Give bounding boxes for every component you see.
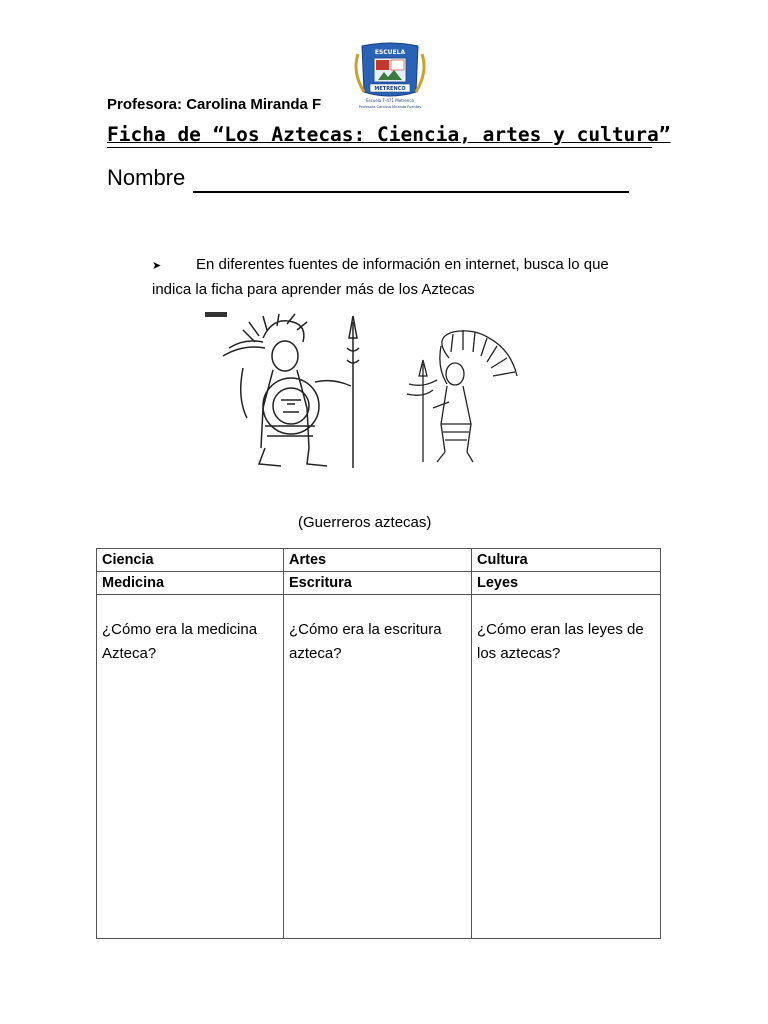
svg-text:ESCUELA: ESCUELA xyxy=(374,49,406,56)
instructions-text: En diferentes fuentes de información en internet, busca lo que indica la ficha para aprender más de los Aztecas xyxy=(152,256,609,298)
answer-cell-medicina[interactable] xyxy=(97,595,284,939)
svg-text:Escuela F-471 Metrenco: Escuela F-471 Metrenco xyxy=(366,98,414,103)
title-double-underline xyxy=(107,147,652,148)
school-logo xyxy=(340,42,440,112)
name-label: Nombre xyxy=(107,165,186,190)
column-header-cultura: Cultura xyxy=(472,549,661,572)
svg-text:METRENCO: METRENCO xyxy=(374,86,406,92)
subheader-escritura: Escritura xyxy=(284,572,472,595)
instructions xyxy=(152,253,642,302)
question-medicina: ¿Cómo era la medicina Azteca? xyxy=(102,621,258,662)
question-escritura: ¿Cómo era la escritura azteca? xyxy=(289,621,442,662)
arrow-bullet-icon: ➤ xyxy=(152,260,162,272)
answer-cell-leyes[interactable] xyxy=(472,595,661,939)
column-header-ciencia: Ciencia xyxy=(97,549,284,572)
table-header-row xyxy=(97,549,661,572)
research-table xyxy=(96,548,661,939)
question-leyes: ¿Cómo eran las leyes de los aztecas? xyxy=(477,621,644,662)
table-subheader-row xyxy=(97,572,661,595)
aztec-warrior-image-1 xyxy=(203,308,375,474)
svg-text:Profesora Carolina Miranda Fue: Profesora Carolina Miranda Fuentes xyxy=(358,105,422,109)
teacher-name: Profesora: Carolina Miranda F xyxy=(107,96,322,113)
column-header-artes: Artes xyxy=(284,549,472,572)
aztec-warrior-image-2 xyxy=(393,328,525,466)
name-field[interactable] xyxy=(193,191,629,193)
table-question-row xyxy=(97,595,661,939)
images-caption: (Guerreros aztecas) xyxy=(298,514,432,531)
worksheet-title: Ficha de “Los Aztecas: Ciencia, artes y cultura” xyxy=(107,123,671,146)
subheader-medicina: Medicina xyxy=(97,572,284,595)
subheader-leyes: Leyes xyxy=(472,572,661,595)
answer-cell-escritura[interactable] xyxy=(284,595,472,939)
